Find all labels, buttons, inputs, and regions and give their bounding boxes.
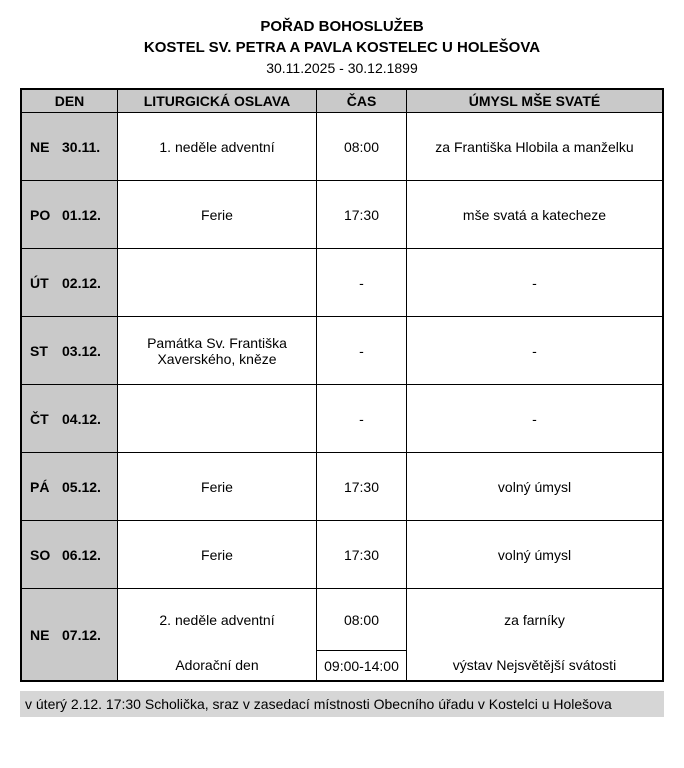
day-abbrev: ČT (30, 410, 49, 427)
day-cell (22, 181, 117, 248)
intention-cell: - (406, 317, 662, 384)
column-header-cas: ČAS (316, 90, 406, 112)
celebration-secondary: Adorační den (175, 657, 259, 673)
time-cell: - (316, 249, 406, 316)
day-date: 04.12. (62, 410, 101, 427)
page-subtitle: KOSTEL SV. PETRA A PAVLA KOSTELEC U HOLEŠOVA (143, 39, 541, 56)
table-row-sunday (22, 588, 662, 680)
day-cell (22, 113, 117, 180)
day-cell (22, 317, 117, 384)
column-header-den: DEN (22, 90, 117, 112)
day-date: 06.12. (62, 546, 101, 563)
table-row (22, 520, 662, 588)
celebration-cell: 1. neděle adventní (117, 113, 316, 180)
time-main: 08:00 (343, 611, 380, 628)
column-header-liturgicka-oslava: LITURGICKÁ OSLAVA (117, 90, 316, 112)
table-row (22, 248, 662, 316)
intention-cell: mše svatá a katecheze (406, 181, 662, 248)
day-date: 07.12. (62, 626, 101, 643)
day-abbrev: NE (30, 626, 50, 643)
day-date: 02.12. (62, 274, 101, 291)
day-cell (22, 453, 117, 520)
day-date: 01.12. (62, 206, 101, 223)
celebration-cell (117, 249, 316, 316)
time-cell: - (316, 385, 406, 452)
day-date: 30.11. (62, 138, 101, 155)
day-abbrev: ÚT (30, 274, 49, 291)
time-secondary: 09:00-14:00 (317, 650, 406, 680)
time-cell (316, 589, 406, 680)
day-cell (22, 385, 117, 452)
celebration-cell: Památka Sv. Františka Xaverského, kněze (117, 317, 316, 384)
table-row (22, 180, 662, 248)
day-abbrev: ST (30, 342, 48, 359)
intention-cell: volný úmysl (406, 521, 662, 588)
table-row (22, 316, 662, 384)
page-header (20, 16, 664, 79)
footer-note: v úterý 2.12. 17:30 Scholička, sraz v zasedací místnosti Obecního úřadu v Kostelci u Holešova (20, 691, 664, 717)
page-title: POŘAD BOHOSLUŽEB (260, 18, 424, 35)
celebration-cell: Ferie (117, 181, 316, 248)
intention-cell: - (406, 249, 662, 316)
time-cell: 17:30 (316, 453, 406, 520)
table-row (22, 452, 662, 520)
intention-cell: za Františka Hlobila a manželku (406, 113, 662, 180)
day-date: 05.12. (62, 478, 101, 495)
day-cell (22, 249, 117, 316)
day-abbrev: PO (30, 206, 51, 223)
celebration-cell (117, 385, 316, 452)
day-cell (22, 521, 117, 588)
day-abbrev: SO (30, 546, 51, 563)
celebration-cell: Ferie (117, 453, 316, 520)
intention-cell (406, 589, 662, 680)
table-header-row (22, 90, 662, 112)
schedule-table (20, 88, 664, 682)
time-cell: 08:00 (316, 113, 406, 180)
time-cell: 17:30 (316, 181, 406, 248)
table-row (22, 384, 662, 452)
intention-secondary: výstav Nejsvětější svátosti (452, 657, 617, 673)
celebration-cell: Ferie (117, 521, 316, 588)
time-cell: 17:30 (316, 521, 406, 588)
intention-cell: - (406, 385, 662, 452)
celebration-cell (117, 589, 316, 680)
day-cell (22, 589, 117, 680)
table-row (22, 112, 662, 180)
celebration-main: 2. neděle adventní (159, 611, 275, 628)
intention-cell: volný úmysl (406, 453, 662, 520)
date-range: 30.11.2025 - 30.12.1899 (266, 60, 418, 76)
time-cell: - (316, 317, 406, 384)
day-date: 03.12. (62, 342, 101, 359)
day-abbrev: PÁ (30, 478, 50, 495)
day-abbrev: NE (30, 138, 50, 155)
intention-main: za farníky (504, 611, 565, 628)
column-header-umysl: ÚMYSL MŠE SVATÉ (406, 90, 662, 112)
